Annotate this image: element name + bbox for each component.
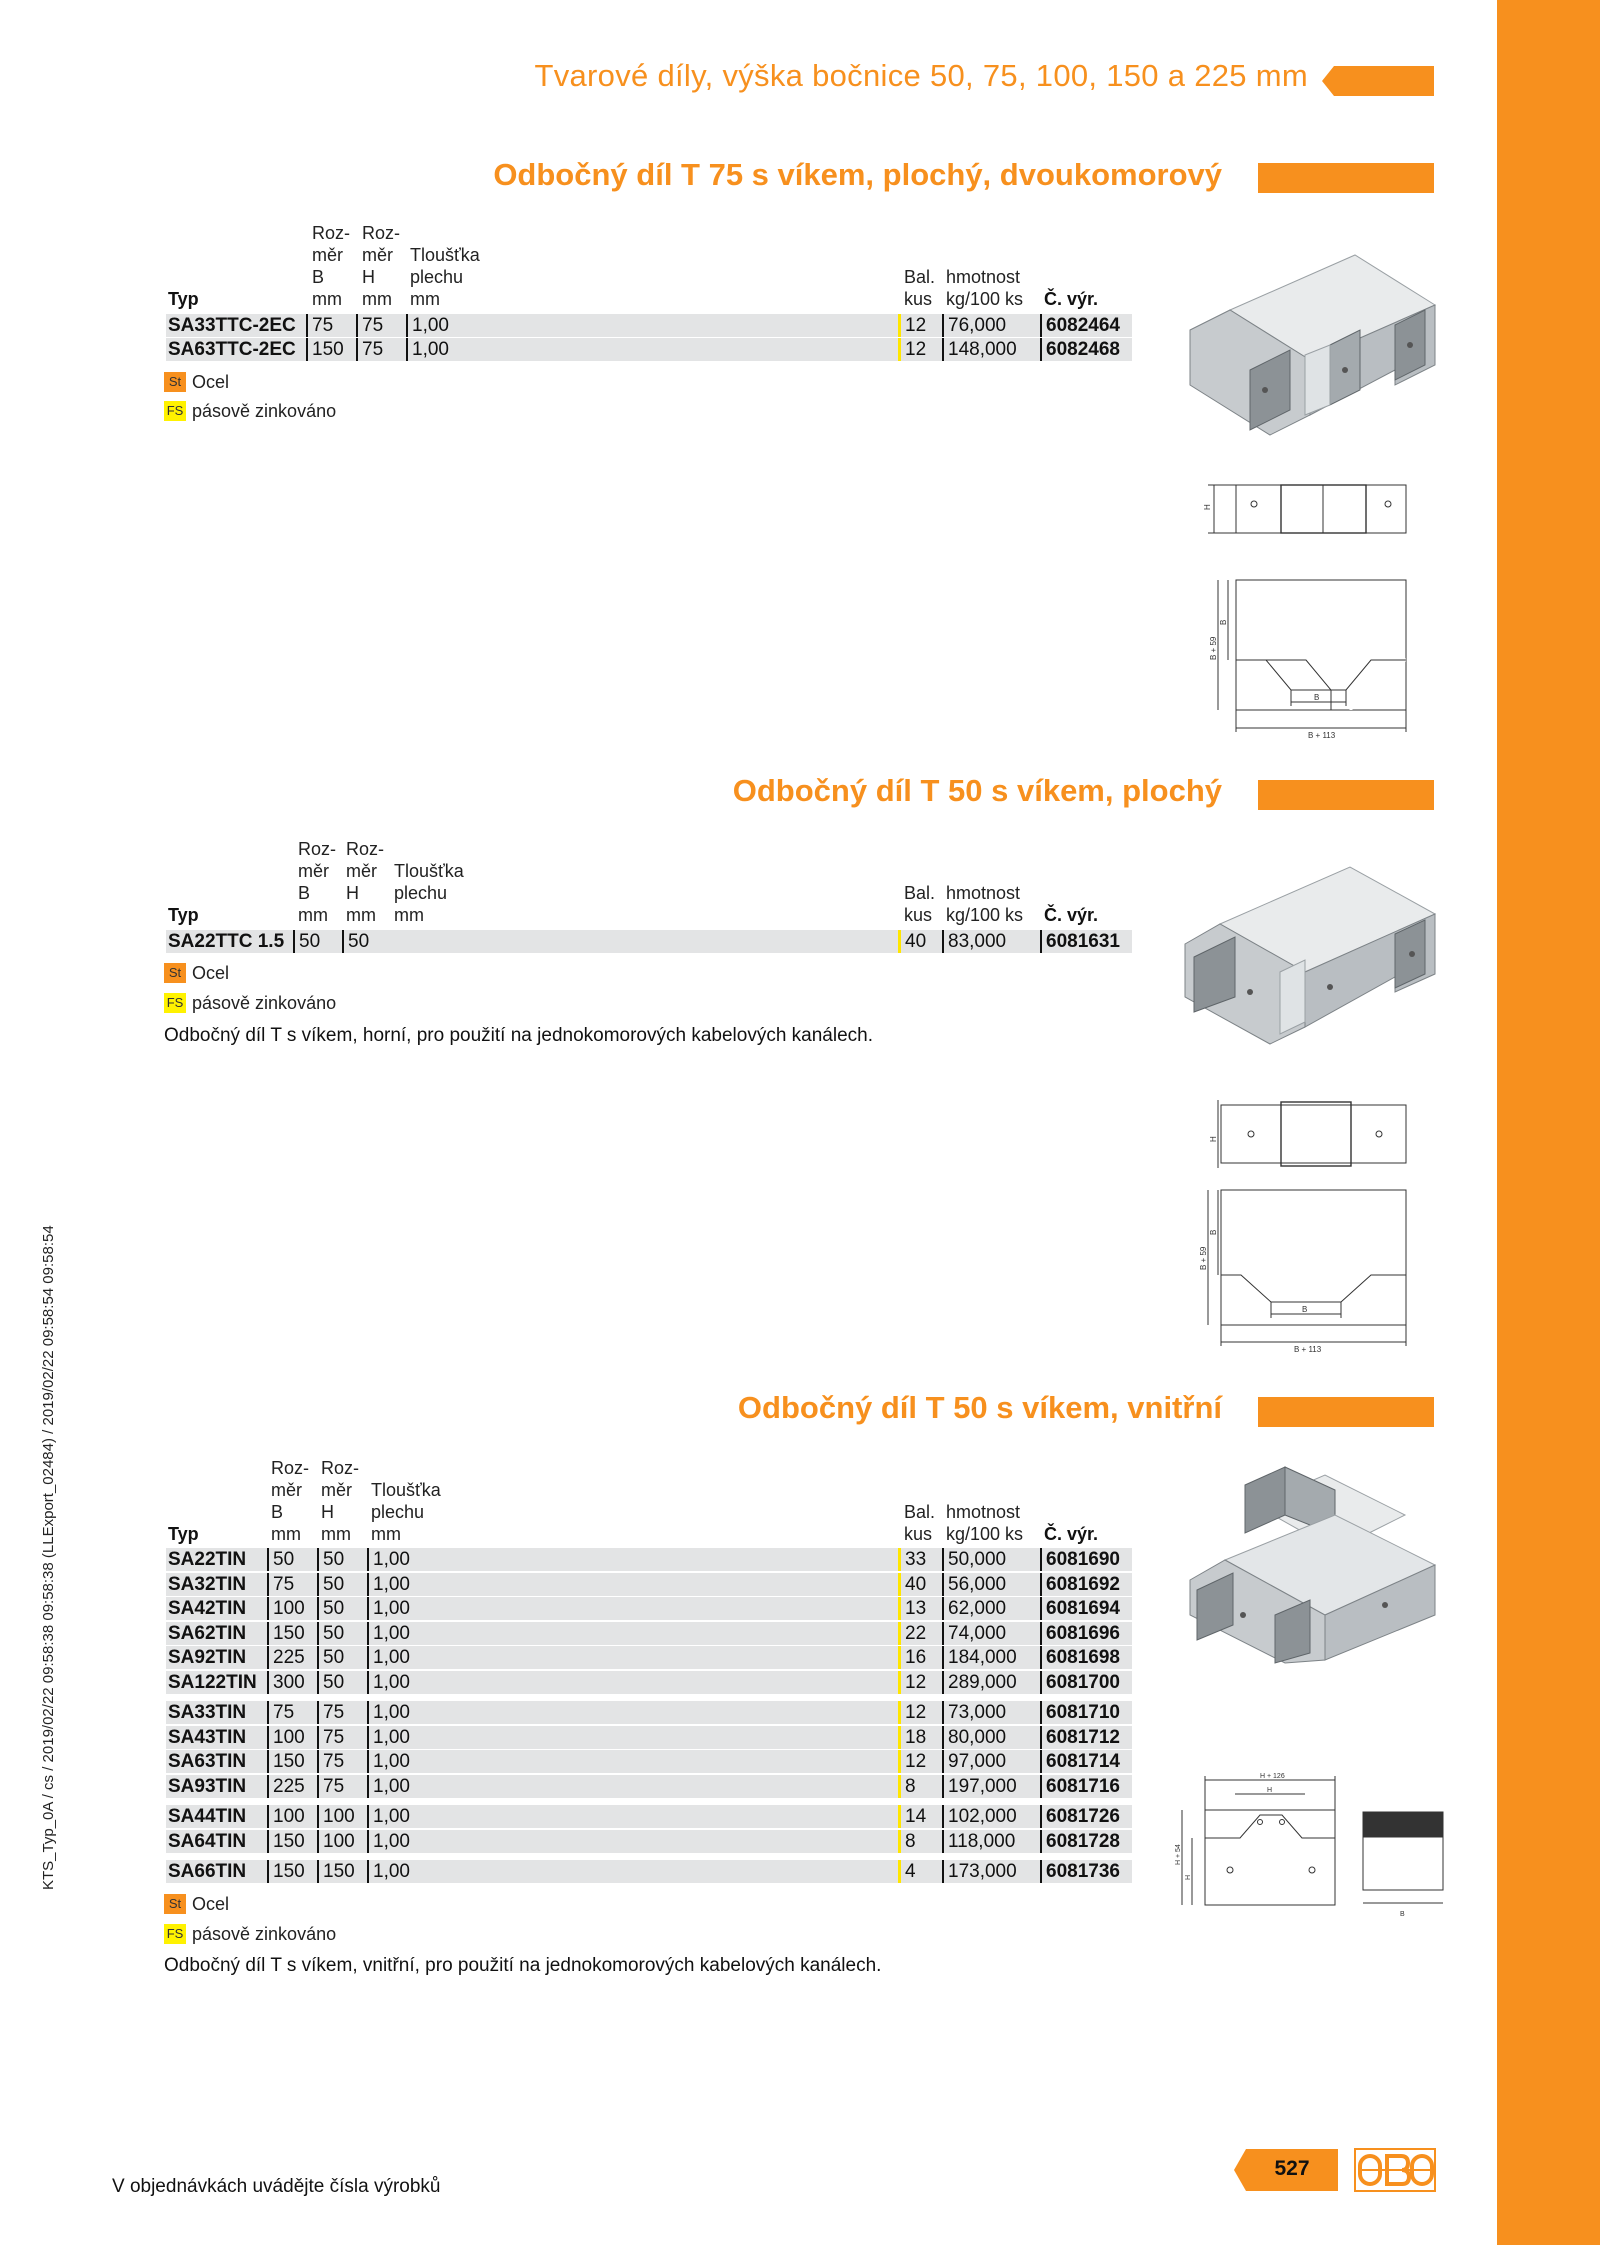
footer-note: V objednávkách uvádějte čísla výrobků: [112, 2176, 441, 2197]
material-badge-st: St: [164, 963, 186, 983]
cell-cvyr: 6081690: [1040, 1548, 1120, 1571]
material-badge-st: St: [164, 372, 186, 392]
cell-bal: 13: [898, 1597, 926, 1620]
dim-label-h-side: H: [1185, 1874, 1192, 1880]
cell-bal: 12: [898, 1701, 926, 1724]
cell-typ: SA64TIN: [168, 1830, 247, 1852]
cell-cvyr: 6081696: [1040, 1622, 1120, 1645]
cell-b: 150: [267, 1750, 305, 1773]
cell-cvyr: 6081714: [1040, 1750, 1120, 1773]
col-header-bal: Bal. kus: [904, 1502, 936, 1544]
cell-h: 100: [317, 1805, 355, 1828]
cell-h: 50: [317, 1646, 344, 1669]
cell-cvyr: 6081700: [1040, 1671, 1120, 1694]
obo-logo: [1354, 2148, 1436, 2192]
cell-kg: 73,000: [942, 1701, 1006, 1724]
col-header-cvyr: Č. výr.: [1044, 289, 1099, 309]
cell-h: 50: [317, 1573, 344, 1596]
technical-drawing-3: [1170, 1770, 1450, 1920]
cell-t: 1,00: [367, 1671, 410, 1694]
table-row: [166, 1750, 1132, 1773]
cell-b: 225: [267, 1775, 305, 1798]
cell-bal: 18: [898, 1726, 926, 1749]
col-header-b: Roz- měr B mm: [312, 223, 351, 309]
technical-drawing-1: [1196, 470, 1426, 750]
finish-badge-fs: FS: [164, 993, 186, 1013]
cell-typ: SA44TIN: [168, 1806, 247, 1827]
cell-bal: 16: [898, 1646, 926, 1669]
title-tab-marker: [1322, 66, 1434, 96]
cell-cvyr: 6081736: [1040, 1860, 1120, 1883]
cell-kg: 62,000: [942, 1597, 1006, 1620]
material-label-steel: Ocel: [192, 372, 230, 392]
dim-label-b: B: [1209, 1229, 1218, 1235]
table-row: [166, 1860, 1132, 1883]
cell-kg: 50,000: [942, 1548, 1006, 1571]
cell-h: 150: [317, 1860, 355, 1883]
finish-badge-fs: FS: [164, 401, 186, 421]
technical-drawing-2: [1196, 1090, 1426, 1360]
cell-t: 1,00: [367, 1597, 410, 1620]
cell-b: 225: [267, 1646, 305, 1669]
section-bar-2: [1258, 780, 1434, 810]
cell-h: 50: [317, 1671, 344, 1694]
cell-bal: 14: [898, 1805, 926, 1828]
cell-b: 100: [267, 1726, 305, 1749]
dim-label-h: H: [1267, 1787, 1273, 1794]
material-badge-st: St: [164, 1894, 186, 1914]
section-title-3: Odbočný díl T 50 s víkem, vnitřní: [737, 1390, 1222, 1425]
cell-typ: SA32TIN: [168, 1573, 247, 1595]
cell-kg: 173,000: [942, 1860, 1017, 1883]
col-header-b: Roz- měr B mm: [271, 1458, 310, 1544]
table-row: [166, 1726, 1132, 1749]
cell-bal: 12: [898, 1750, 926, 1773]
section-bar-3: [1258, 1397, 1434, 1427]
cell-typ: SA43TIN: [168, 1726, 247, 1748]
col-header-b: Roz- měr B mm: [298, 839, 337, 925]
cell-typ: SA93TIN: [168, 1775, 247, 1797]
table-row: SA22TTC 1.5 50 50 40 83,000 6081631: [166, 930, 1132, 953]
cell-cvyr: 6081692: [1040, 1573, 1120, 1596]
finish-label: pásově zinkováno: [192, 1924, 337, 1944]
cell-kg: 184,000: [942, 1646, 1017, 1669]
cell-t: 1,00: [367, 1622, 410, 1645]
cell-b: 100: [267, 1805, 305, 1828]
col-header-thickness: Tloušťka plechu mm: [394, 861, 464, 925]
col-header-h: Roz- měr H mm: [362, 223, 401, 309]
cell-b: 100: [267, 1597, 305, 1620]
col-header-h: Roz- měr H mm: [346, 839, 385, 925]
cell-typ: SA92TIN: [168, 1647, 247, 1668]
dim-label-h54: H + 54: [1175, 1844, 1182, 1865]
cell-typ: SA33TIN: [168, 1702, 247, 1723]
dim-label-b59: B + 59: [1209, 636, 1218, 660]
cell-h: 75: [317, 1726, 344, 1749]
cell-typ: SA22TIN: [168, 1549, 247, 1570]
dim-label-b113: B + 113: [1308, 731, 1336, 740]
cell-b: 75: [267, 1701, 294, 1724]
cell-bal: 12: [898, 1671, 926, 1694]
cell-t: 1,00: [367, 1775, 410, 1798]
page-title: Tvarové díly, výška bočnice 50, 75, 100, 150 a 225 mm: [534, 58, 1308, 93]
table-row: [166, 1597, 1132, 1620]
cell-bal: 33: [898, 1548, 926, 1571]
cell-h: 100: [317, 1830, 355, 1853]
dim-label-h: H: [1209, 1136, 1218, 1142]
cell-h: 50: [317, 1597, 344, 1620]
dim-label-b: B: [1219, 619, 1228, 625]
material-label-steel: Ocel: [192, 963, 230, 983]
table-row: [166, 1573, 1132, 1596]
product-image-tee-flat-twin: [1180, 250, 1440, 440]
dim-label-b: B: [1400, 1911, 1405, 1918]
cell-t: 1,00: [367, 1750, 410, 1773]
dim-label-b-bottom: B: [1314, 693, 1320, 702]
cell-t: 1,00: [367, 1805, 410, 1828]
cell-b: 150: [267, 1830, 305, 1853]
table-row: [166, 1622, 1132, 1645]
cell-b: 50: [267, 1548, 294, 1571]
col-header-weight: hmotnost kg/100 ks: [946, 267, 1024, 309]
table-row: [166, 1775, 1132, 1798]
cell-typ: SA63TIN: [168, 1751, 247, 1772]
cell-t: 1,00: [367, 1726, 410, 1749]
cell-t: 1,00: [367, 1701, 410, 1724]
finish-badge-fs: FS: [164, 1924, 186, 1944]
cell-cvyr: 6081716: [1040, 1775, 1120, 1798]
cell-cvyr: 6081726: [1040, 1805, 1120, 1828]
material-label-steel: Ocel: [192, 1894, 230, 1914]
table-row: SA63TTC-2EC 150 75 1,00 12 148,000 6082468: [166, 338, 1132, 361]
dim-label-b-bottom: B: [1302, 1305, 1308, 1314]
cell-kg: 80,000: [942, 1726, 1006, 1749]
col-header-weight: hmotnost kg/100 ks: [946, 1502, 1024, 1544]
cell-typ: SA122TIN: [168, 1671, 257, 1693]
finish-label: pásově zinkováno: [192, 993, 337, 1013]
cell-typ: SA66TIN: [168, 1861, 247, 1882]
cell-bal: 8: [898, 1830, 916, 1853]
cell-t: 1,00: [367, 1830, 410, 1853]
cell-kg: 289,000: [942, 1671, 1017, 1694]
finish-label: pásově zinkováno: [192, 401, 337, 421]
table-row: SA33TTC-2EC 75 75 1,00 12 76,000 6082464: [166, 314, 1132, 337]
col-header-typ: Typ: [168, 289, 199, 309]
page-number: 527: [1274, 2157, 1310, 2180]
col-header-cvyr: Č. výr.: [1044, 905, 1099, 925]
cell-typ: SA42TIN: [168, 1598, 247, 1619]
section-bar-1: [1258, 163, 1434, 193]
cell-kg: 97,000: [942, 1750, 1006, 1773]
col-header-thickness: Tloušťka plechu mm: [410, 245, 480, 309]
cell-bal: 22: [898, 1622, 926, 1645]
cell-typ: SA62TIN: [168, 1622, 247, 1644]
cell-b: 300: [267, 1671, 305, 1694]
cell-t: 1,00: [367, 1548, 410, 1571]
cell-t: 1,00: [367, 1646, 410, 1669]
col-header-h: Roz- měr H mm: [321, 1458, 360, 1544]
table-row: [166, 1701, 1132, 1724]
col-header-weight: hmotnost kg/100 ks: [946, 883, 1024, 925]
col-header-bal: Bal. kus: [904, 883, 936, 925]
col-header-thickness: Tloušťka plechu mm: [371, 1480, 441, 1544]
cell-kg: 56,000: [942, 1573, 1006, 1596]
cell-cvyr: 6081710: [1040, 1701, 1120, 1724]
cell-b: 150: [267, 1622, 305, 1645]
cell-kg: 74,000: [942, 1622, 1006, 1645]
col-header-cvyr: Č. výr.: [1044, 1524, 1099, 1544]
table-row: [166, 1830, 1132, 1853]
cell-h: 75: [317, 1701, 344, 1724]
dim-label-b59: B + 59: [1199, 1246, 1208, 1270]
cell-cvyr: 6081728: [1040, 1830, 1120, 1853]
table-row: [166, 1548, 1132, 1571]
section-note-2: Odbočný díl T s víkem, horní, pro použití na jednokomorových kabelových kanálech.: [164, 1025, 874, 1046]
cell-h: 50: [317, 1548, 344, 1571]
product-image-tee-inner: [1185, 1465, 1440, 1665]
table-row: [166, 1671, 1132, 1694]
section-title-1: Odbočný díl T 75 s víkem, plochý, dvoukomorový: [493, 157, 1222, 192]
cell-kg: 102,000: [942, 1805, 1017, 1828]
cell-t: 1,00: [367, 1860, 410, 1883]
col-header-bal: Bal. kus: [904, 267, 936, 309]
cell-h: 75: [317, 1750, 344, 1773]
dim-label-h126: H + 126: [1260, 1773, 1285, 1780]
col-header-typ: Typ: [168, 1524, 199, 1544]
cell-bal: 40: [898, 1573, 926, 1596]
cell-t: 1,00: [367, 1573, 410, 1596]
cell-cvyr: 6081712: [1040, 1726, 1120, 1749]
section-title-2: Odbočný díl T 50 s víkem, plochý: [732, 773, 1222, 808]
document-code: KTS_Typ_0A / cs / 2019/02/22 09:58:38 09:58:38 (LLExport_02484) / 2019/02/22 09:58:54 09:58:54: [40, 1225, 57, 1890]
cell-h: 75: [317, 1775, 344, 1798]
product-image-tee-flat: [1180, 862, 1440, 1047]
cell-kg: 118,000: [942, 1830, 1015, 1853]
cell-kg: 197,000: [942, 1775, 1017, 1798]
dim-label-b113: B + 113: [1294, 1345, 1322, 1354]
table-row: [166, 1805, 1132, 1828]
cell-cvyr: 6081698: [1040, 1646, 1120, 1669]
cell-bal: 4: [898, 1860, 916, 1883]
cell-b: 75: [267, 1573, 294, 1596]
dim-label-h: H: [1203, 504, 1212, 510]
cell-cvyr: 6081694: [1040, 1597, 1120, 1620]
side-color-stripe: [1497, 0, 1600, 2245]
table-row: [166, 1646, 1132, 1669]
cell-h: 50: [317, 1622, 344, 1645]
col-header-typ: Typ: [168, 905, 199, 925]
cell-b: 150: [267, 1860, 305, 1883]
section-note-3: Odbočný díl T s víkem, vnitřní, pro použití na jednokomorových kabelových kanálech.: [164, 1955, 882, 1976]
cell-bal: 8: [898, 1775, 916, 1798]
